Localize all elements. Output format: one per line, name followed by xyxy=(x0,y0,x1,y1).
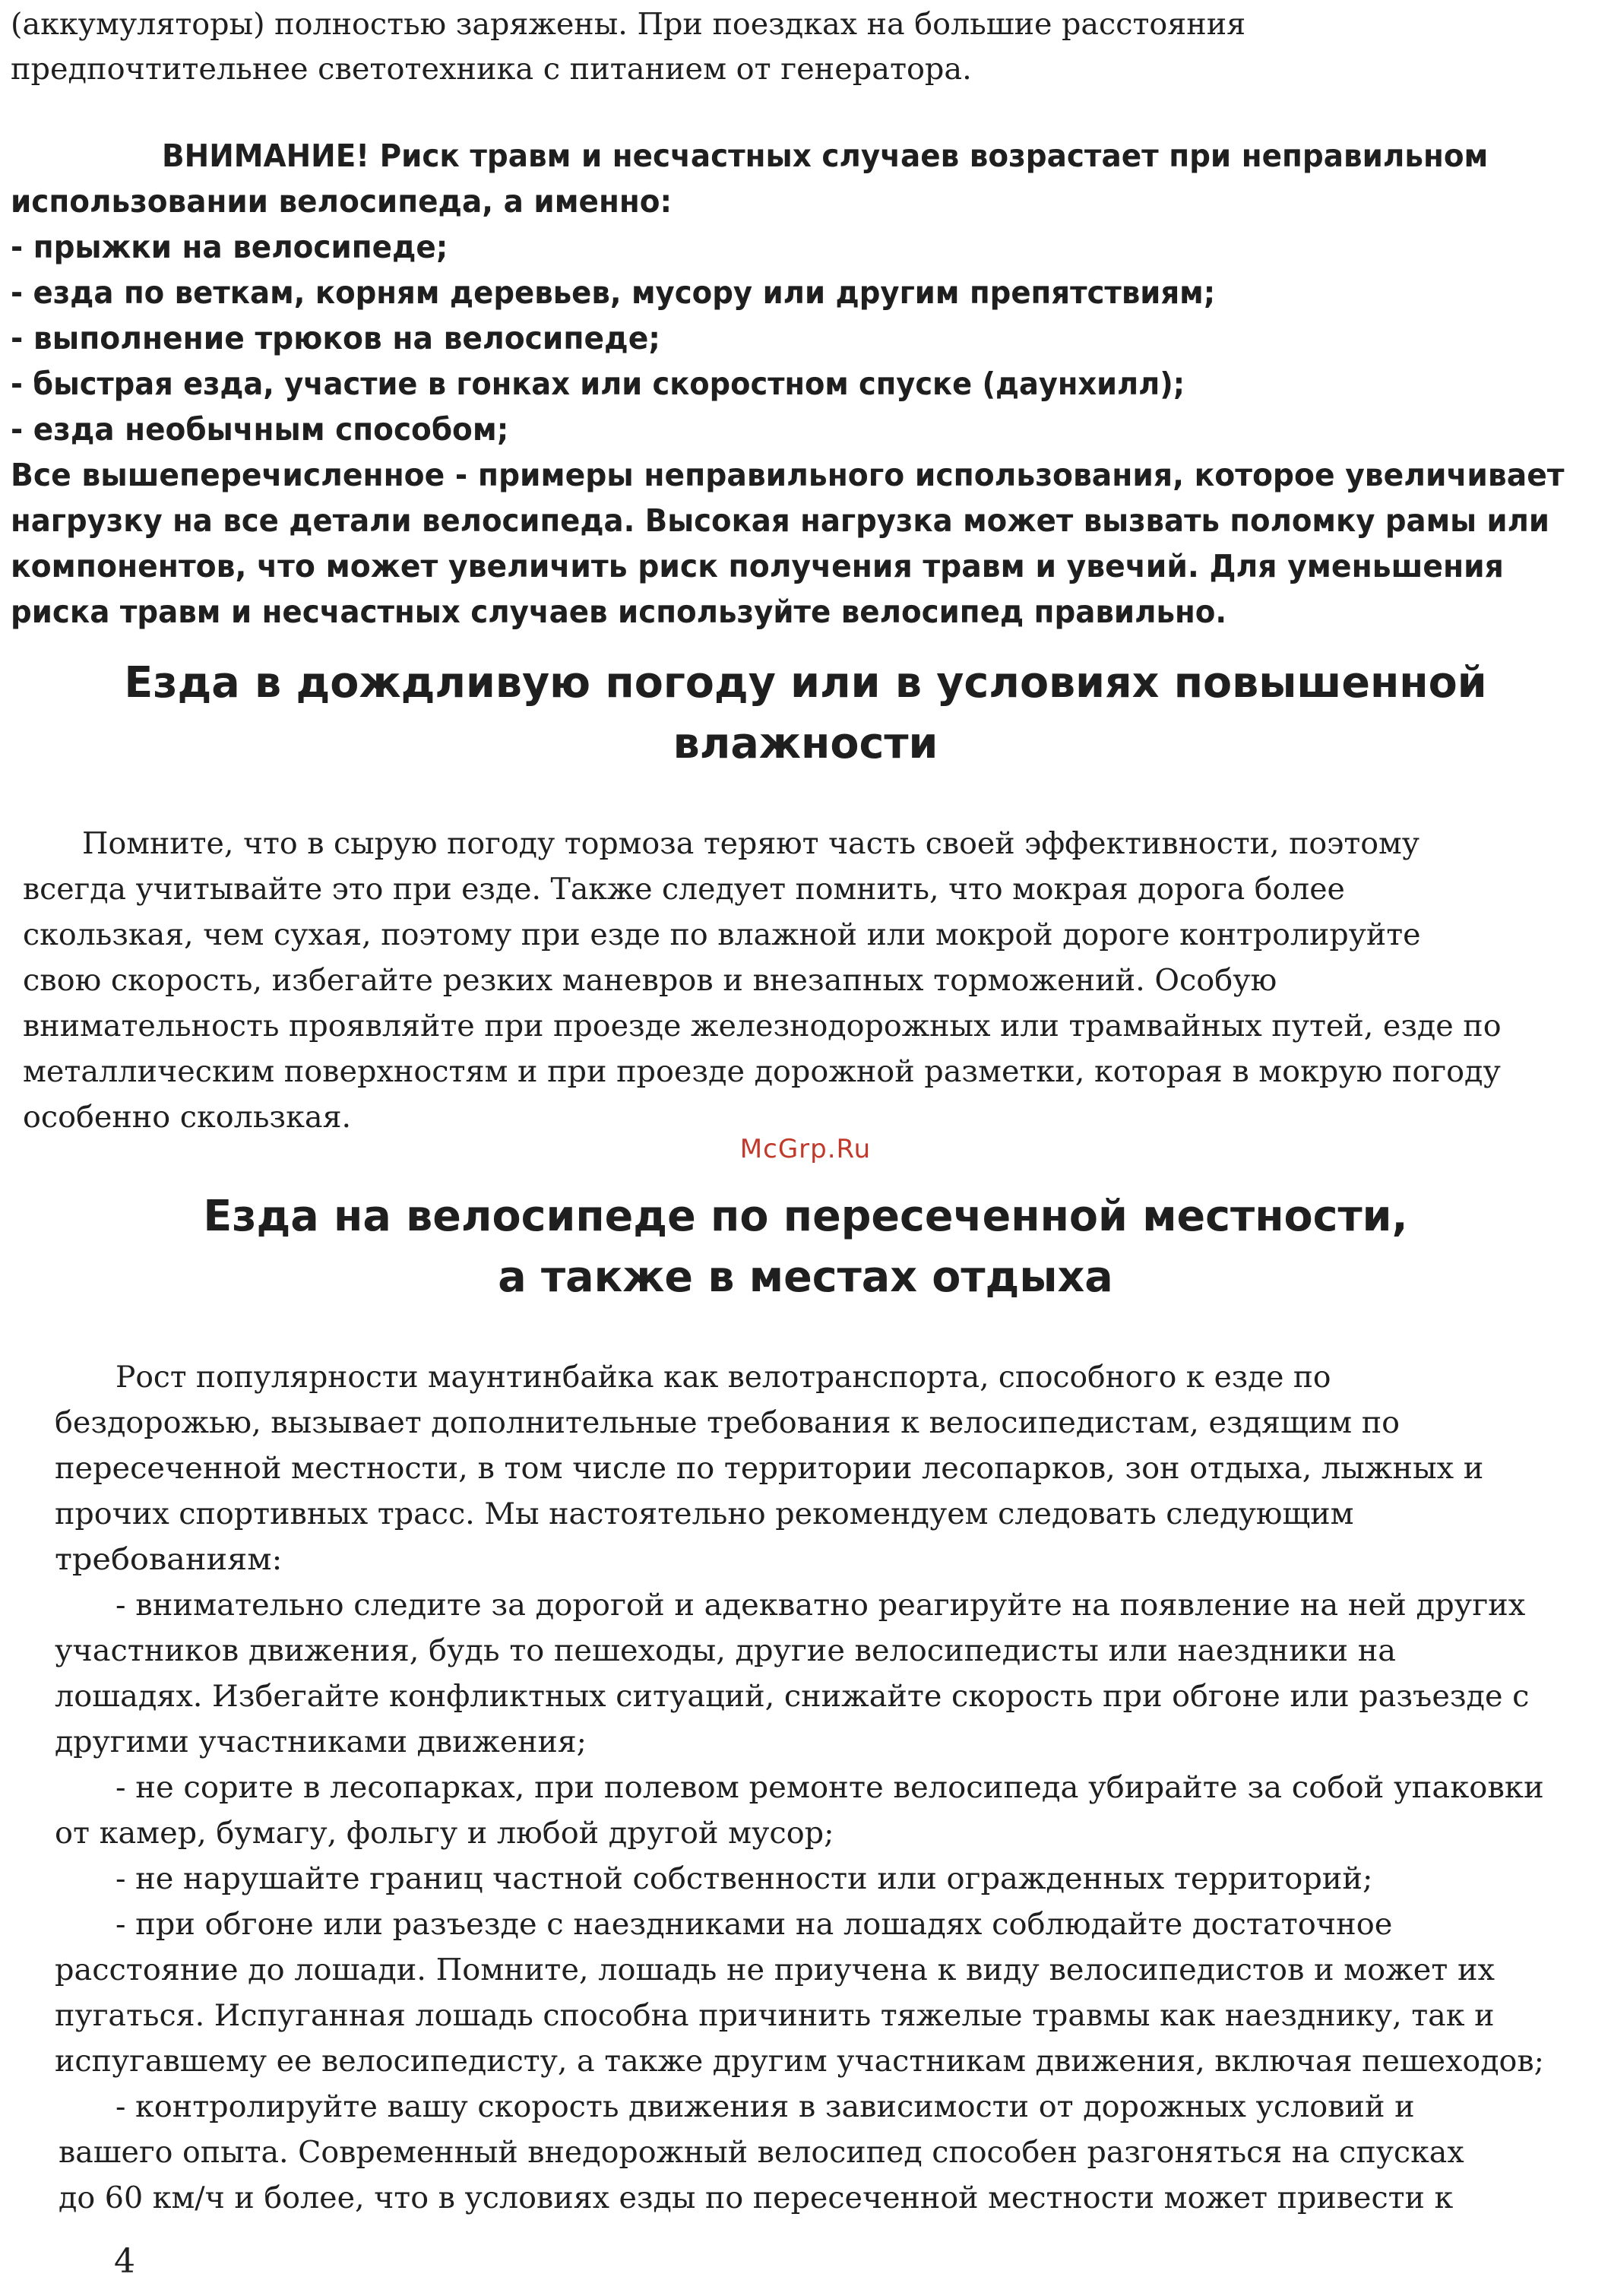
warning-line: ВНИМАНИЕ! Риск травм и несчастных случаев возрастает при неправильном xyxy=(162,138,1489,174)
text-line: внимательность проявляйте при проезде железнодорожных или трамвайных путей, езде по xyxy=(23,1009,1502,1043)
text-line: другими участниками движения; xyxy=(55,1725,587,1759)
text-line: пересеченной местности, в том числе по территории лесопарков, зон отдыха, лыжных и xyxy=(55,1452,1484,1486)
warning-line: - прыжки на велосипеде; xyxy=(11,229,448,265)
list-item-line: - не нарушайте границ частной собственности или огражденных территорий; xyxy=(116,1862,1373,1896)
text-line: Помните, что в сырую погоду тормоза теряют часть своей эффективности, поэтому xyxy=(82,827,1420,861)
text-line: предпочтительнее светотехника с питанием от генератора. xyxy=(11,52,972,87)
text-line: свою скорость, избегайте резких маневров и внезапных торможений. Особую xyxy=(23,964,1277,998)
text-line: Рост популярности маунтинбайка как велотранспорта, способного к езде по xyxy=(116,1360,1331,1395)
warning-line: - езда по веткам, корням деревьев, мусору или другим препятствиям; xyxy=(11,274,1216,311)
text-line: всегда учитывайте это при езде. Также следует помнить, что мокрая дорога более xyxy=(23,872,1345,907)
section-heading-offroad: Езда на велосипеде по пересеченной местности, xyxy=(203,1192,1408,1241)
text-line: расстояние до лошади. Помните, лошадь не приучена к виду велосипедистов и может их xyxy=(55,1953,1495,1987)
warning-line: компонентов, что может увеличить риск получения травм и увечий. Для уменьшения xyxy=(11,548,1504,584)
section-heading-rain-line2: влажности xyxy=(673,719,938,768)
warning-line: риска травм и несчастных случаев используйте велосипед правильно. xyxy=(11,594,1227,630)
text-line: вашего опыта. Современный внедорожный велосипед способен разгоняться на спусках xyxy=(59,2136,1464,2170)
text-line: требованиям: xyxy=(55,1543,283,1577)
text-line: металлическим поверхностям и при проезде дорожной разметки, которая в мокрую погоду xyxy=(23,1055,1501,1089)
text-line: участников движения, будь то пешеходы, другие велосипедисты или наездники на xyxy=(55,1634,1396,1668)
list-item-line: - не сорите в лесопарках, при полевом ремонте велосипеда убирайте за собой упаковки xyxy=(116,1771,1544,1805)
text-line: испугавшему ее велосипедисту, а также другим участникам движения, включая пешеходов; xyxy=(55,2044,1544,2079)
list-item-line: - внимательно следите за дорогой и адекватно реагируйте на появление на ней других xyxy=(116,1588,1526,1623)
warning-line: нагрузку на все детали велосипеда. Высокая нагрузка может вызвать поломку рамы или xyxy=(11,502,1549,539)
text-line: бездорожью, вызывает дополнительные требования к велосипедистам, ездящим по xyxy=(55,1406,1401,1440)
list-item-line: - при обгоне или разъезде с наездниками на лошадях соблюдайте достаточное xyxy=(116,1908,1393,1942)
warning-line: Все вышеперечисленное - примеры неправильного использования, которое увеличивает xyxy=(11,457,1565,493)
text-line: лошадях. Избегайте конфликтных ситуаций, снижайте скорость при обгоне или разъезде с xyxy=(55,1680,1530,1714)
watermark: McGrp.Ru xyxy=(739,1134,872,1164)
text-line: от камер, бумагу, фольгу и любой другой мусор; xyxy=(55,1816,834,1851)
page-number: 4 xyxy=(114,2242,135,2281)
text-line: прочих спортивных трасс. Мы настоятельно рекомендуем следовать следующим xyxy=(55,1497,1354,1531)
warning-line: - выполнение трюков на велосипеде; xyxy=(11,320,660,356)
text-line: пугаться. Испуганная лошадь способна причинить тяжелые травмы как наезднику, так и xyxy=(55,1999,1495,2033)
text-line: (аккумуляторы) полностью заряжены. При поездках на большие расстояния xyxy=(11,8,1246,42)
section-heading-rain: Езда в дождливую погоду или в условиях повышенной xyxy=(124,658,1487,708)
text-line: особенно скользкая. xyxy=(23,1100,352,1135)
text-line: скользкая, чем сухая, поэтому при езде по влажной или мокрой дороге контролируйте xyxy=(23,918,1421,952)
section-heading-offroad-line2: а также в местах отдыха xyxy=(498,1253,1113,1302)
warning-line: - езда необычным способом; xyxy=(11,411,509,448)
warning-line: использовании велосипеда, а именно: xyxy=(11,183,673,220)
list-item-line: - контролируйте вашу скорость движения в зависимости от дорожных условий и xyxy=(116,2090,1415,2124)
warning-line: - быстрая езда, участие в гонках или скоростном спуске (даунхилл); xyxy=(11,366,1185,402)
text-line: до 60 км/ч и более, что в условиях езды по пересеченной местности может привести к xyxy=(59,2181,1454,2215)
